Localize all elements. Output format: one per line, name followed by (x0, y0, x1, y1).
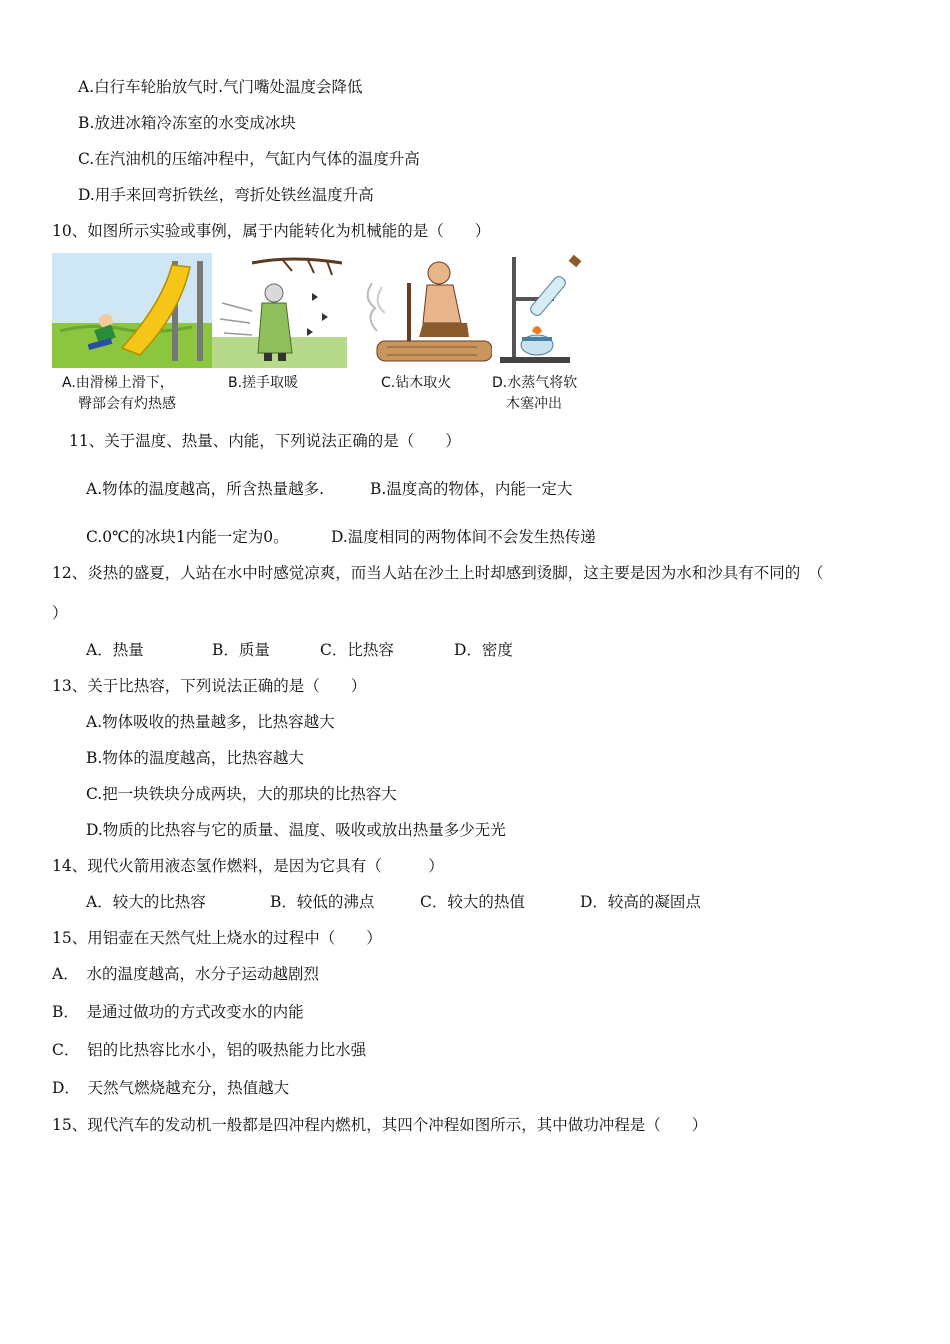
q11-option-d: D.温度相同的两物体间不会发生热传递 (331, 528, 596, 546)
q13-option-d: D.物质的比热容与它的质量、温度、吸收或放出热量多少无光 (86, 821, 506, 839)
q14-stem: 14、现代火箭用液态氢作燃料，是因为它具有（ ） (52, 857, 444, 875)
q9-option-b: B.放进冰箱冷冻室的水变成冰块 (78, 114, 296, 132)
q9-option-c: C.在汽油机的压缩冲程中，气缸内气体的温度升高 (78, 150, 420, 168)
drilling-fire-icon (357, 253, 492, 368)
q15-option-b: B． 是通过做功的方式改变水的内能 (52, 1003, 304, 1021)
q12-option-b: B．质量 (212, 641, 270, 659)
slide-figure (52, 253, 212, 415)
q12-option-c: C．比热容 (320, 641, 394, 659)
q12-stem-line-2: ） (52, 604, 68, 622)
q13-option-b: B.物体的温度越高，比热容越大 (86, 749, 304, 767)
q10-caption-d-1: D.水蒸气将软 (492, 375, 578, 391)
q15-option-c: C． 铝的比热容比水小，铝的吸热能力比水强 (52, 1041, 367, 1059)
q14-option-b: B．较低的沸点 (270, 893, 375, 911)
q15b-stem: 15、现代汽车的发动机一般都是四冲程内燃机，其四个冲程如图所示，其中做功冲程是（ ） (52, 1116, 708, 1134)
q12-option-a: A．热量 (86, 641, 144, 659)
q9-option-a: A.白行车轮胎放气时.气门嘴处温度会降低 (78, 78, 363, 96)
q15-option-a: A． 水的温度越高，水分子运动越剧烈 (52, 965, 319, 983)
q14-option-d: D．较高的凝固点 (580, 893, 701, 911)
q12-option-d: D．密度 (454, 641, 513, 659)
q10-caption-c: C.钻木取火 (381, 375, 452, 391)
q12-stem-line-1: 12、炎热的盛夏，人站在水中时感觉凉爽，而当人站在沙土上时却感到烫脚，这主要是因为水和沙具有不同的 （ (52, 564, 824, 582)
steam-cork-figure (492, 253, 597, 415)
q11-stem: 11、关于温度、热量、内能，下列说法正确的是（ ） (69, 432, 461, 450)
q10-caption-d-2: 木塞冲出 (506, 396, 562, 412)
q11-option-a: A.物体的温度越高，所含热量越多. (86, 480, 325, 498)
q14-option-c: C．较大的热值 (420, 893, 525, 911)
q14-option-a: A．较大的比热容 (86, 893, 206, 911)
q12-options (86, 640, 586, 660)
rubbing-hands-figure (212, 253, 347, 415)
q11-option-b: B.温度高的物体，内能一定大 (370, 480, 573, 498)
q10-caption-a-1: A.由滑梯上滑下， (62, 375, 174, 391)
q13-stem: 13、关于比热容，下列说法正确的是（ ） (52, 677, 367, 695)
rubbing-hands-icon (212, 253, 347, 368)
q13-option-c: C.把一块铁块分成两块，大的那块的比热容大 (86, 785, 397, 803)
drilling-wood-fire-figure (357, 253, 492, 415)
q10-figures (52, 253, 597, 415)
q14-options (86, 892, 786, 912)
q10-caption-a-2: 臀部会有灼热感 (78, 396, 176, 412)
q15-stem: 15、用铝壶在天然气灶上烧水的过程中（ ） (52, 929, 382, 947)
q9-option-d: D.用手来回弯折铁丝，弯折处铁丝温度升高 (78, 186, 374, 204)
q13-option-a: A.物体吸收的热量越多，比热容越大 (86, 713, 335, 731)
q10-caption-b: B.搓手取暖 (228, 375, 299, 391)
q10-stem: 10、如图所示实验或事例，属于内能转化为机械能的是（ ） (52, 222, 491, 240)
q15-option-d: D． 天然气燃烧越充分，热值越大 (52, 1079, 290, 1097)
slide-icon (52, 253, 212, 368)
steam-cork-icon (492, 253, 597, 368)
q11-option-c: C.0℃的冰块1内能一定为0。 (86, 528, 289, 546)
